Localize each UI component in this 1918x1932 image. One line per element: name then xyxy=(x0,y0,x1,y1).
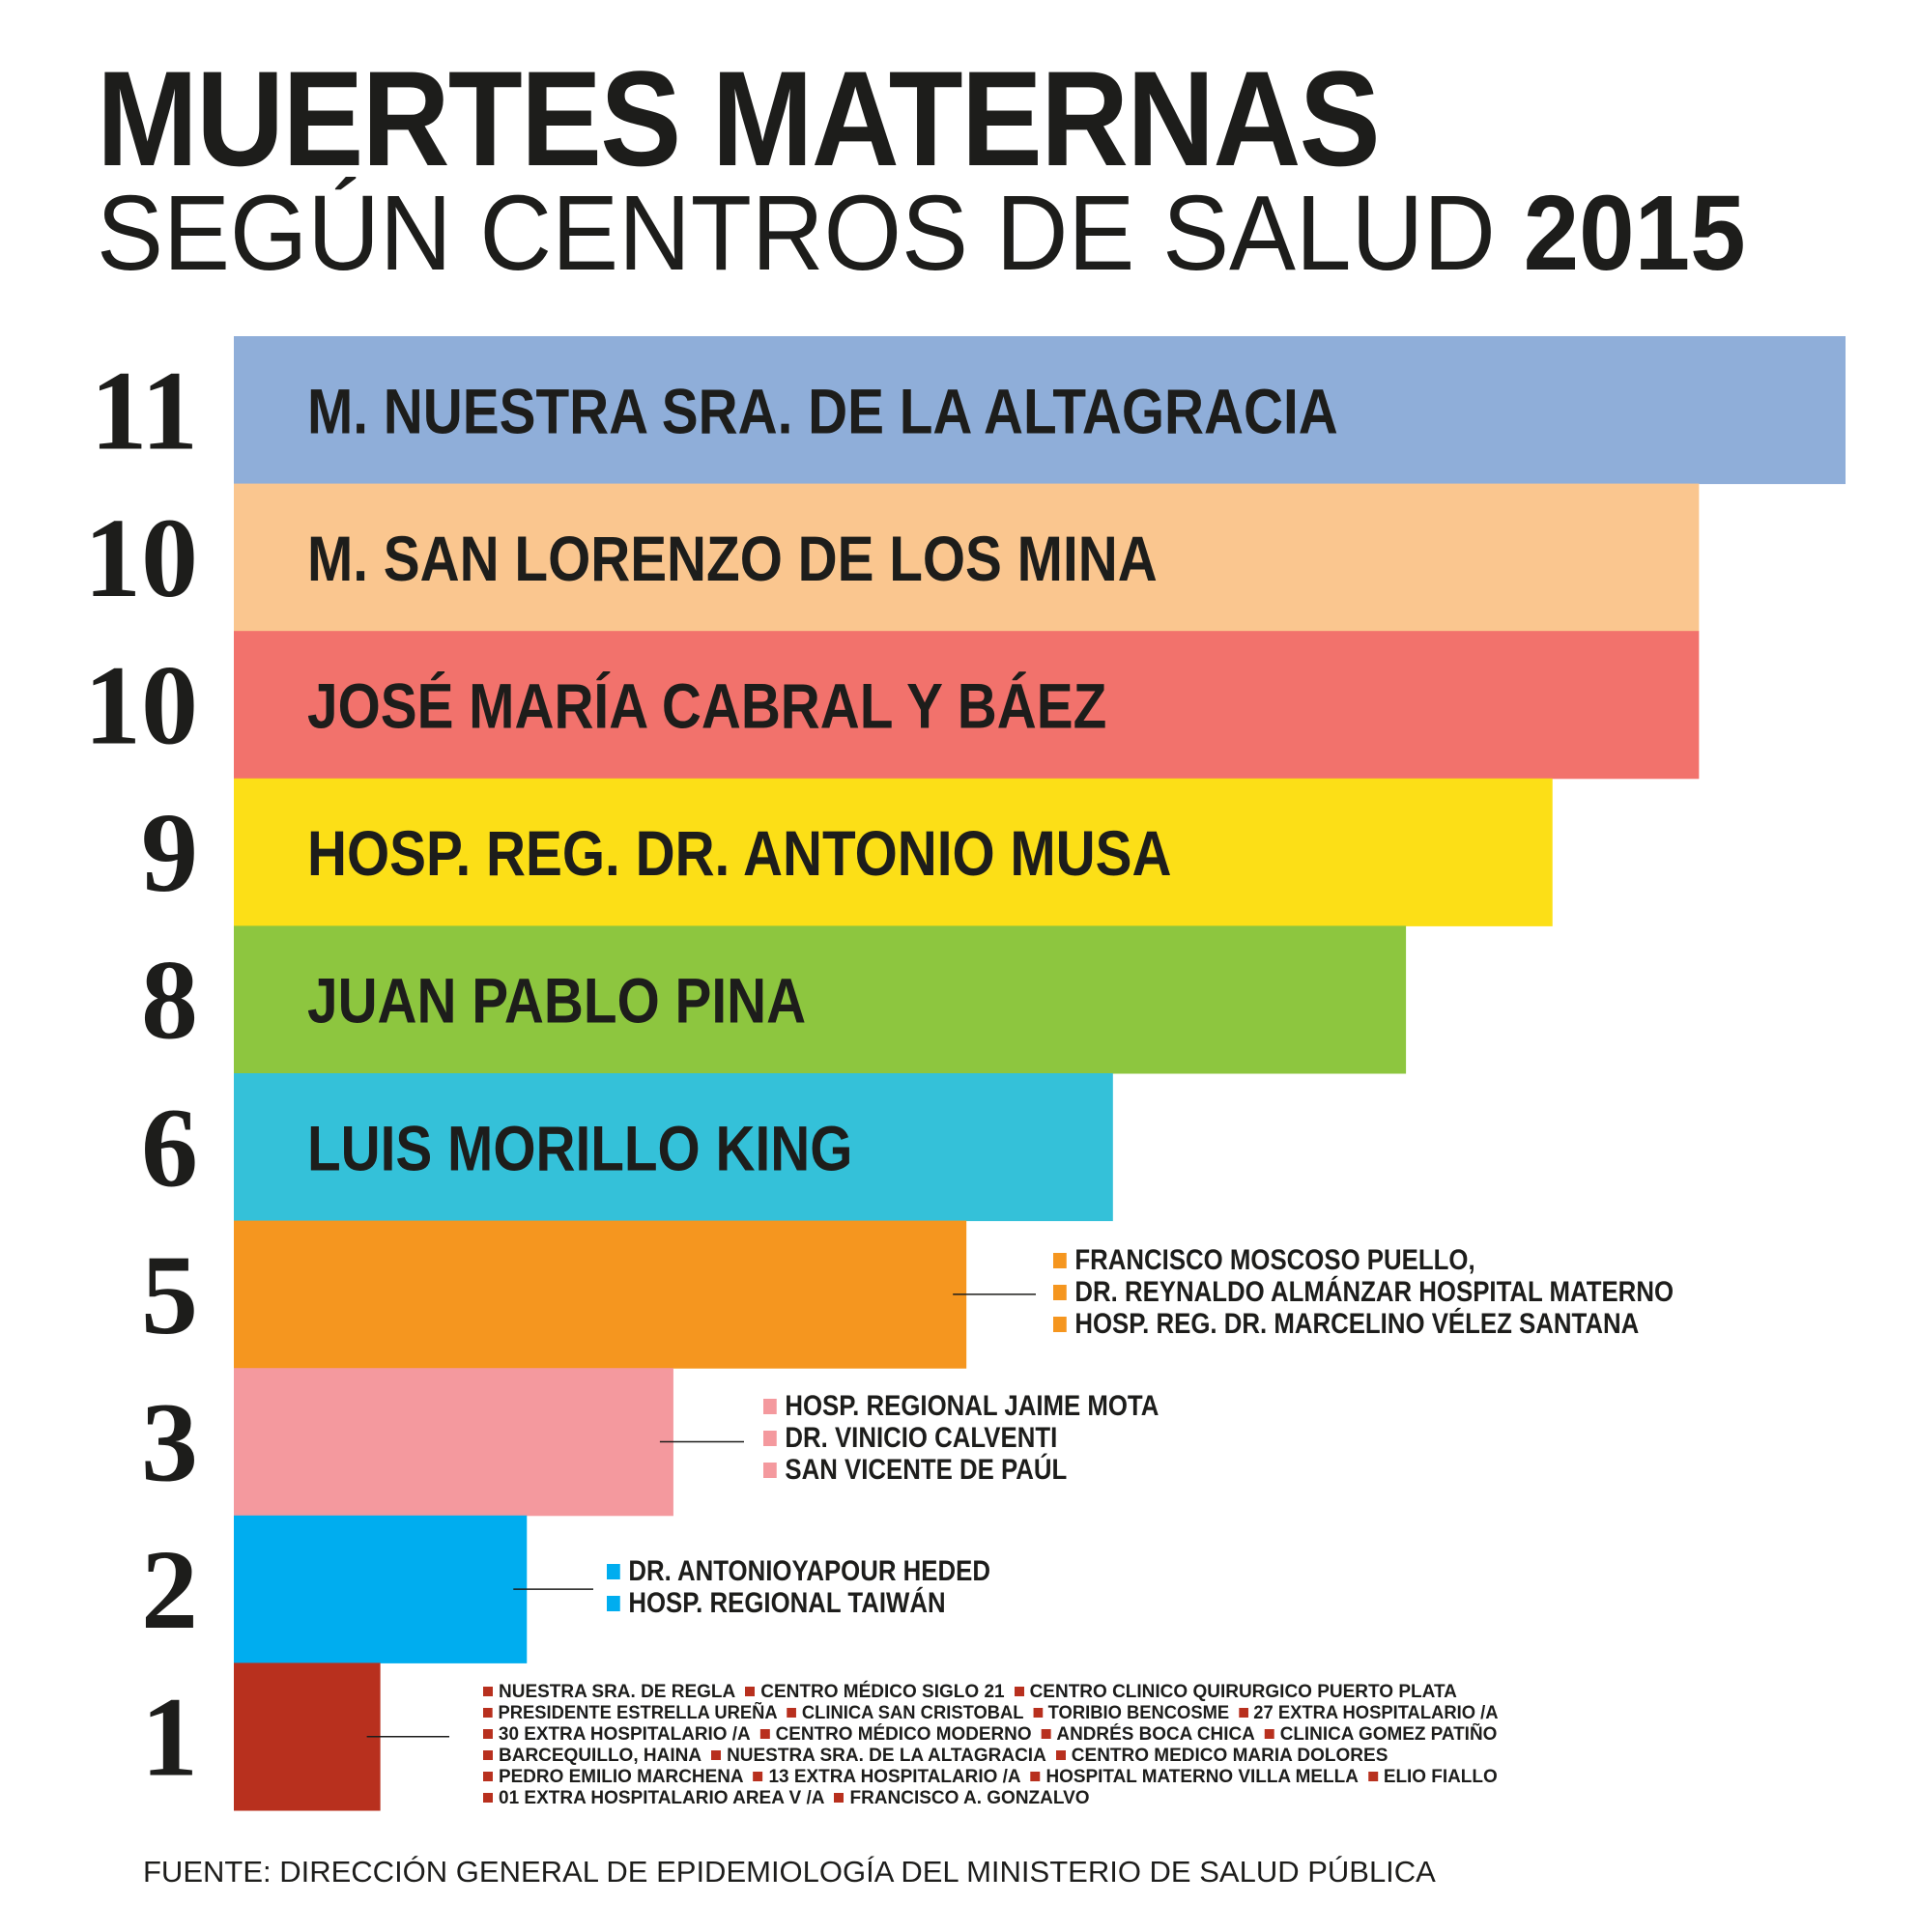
annotation-item xyxy=(1056,1746,1388,1767)
annotation-item xyxy=(607,1555,990,1587)
bullet-square-icon xyxy=(1033,1708,1043,1718)
annotation-line xyxy=(483,1703,1499,1724)
annotation-text: HOSP. REG. DR. MARCELINO VÉLEZ SANTANA xyxy=(1074,1308,1640,1340)
annotation-item xyxy=(483,1788,824,1809)
subtitle-text: SEGÚN CENTROS DE SALUD xyxy=(97,174,1496,293)
category-label: HOSP. REG. DR. ANTONIO MUSA xyxy=(307,818,1172,891)
category-label: M. SAN LORENZO DE LOS MINA xyxy=(307,523,1158,595)
bar xyxy=(234,1662,381,1810)
annotation-item xyxy=(607,1587,990,1619)
bullet-square-icon xyxy=(483,1772,493,1781)
annotation-list-3 xyxy=(763,1390,1223,1486)
annotation-text: DR. ANTONIOYAPOUR HEDED xyxy=(628,1555,990,1587)
annotation-item xyxy=(1053,1244,1674,1276)
annotation-item xyxy=(760,1724,1032,1746)
value-label: 11 xyxy=(90,347,198,474)
bar xyxy=(234,1221,966,1369)
annotation-item xyxy=(1041,1724,1254,1746)
annotation-text: HOSPITAL MATERNO VILLA MELLA xyxy=(1045,1767,1359,1787)
annotation-text: CENTRO MÉDICO MODERNO xyxy=(775,1724,1032,1745)
annotation-text: CENTRO CLINICO QUIRURGICO PUERTO PLATA xyxy=(1029,1682,1457,1702)
bullet-square-icon xyxy=(483,1708,493,1718)
bullet-square-icon xyxy=(1031,1772,1041,1781)
annotation-item xyxy=(1031,1767,1359,1788)
category-label: JUAN PABLO PINA xyxy=(307,965,807,1037)
category-label: LUIS MORILLO KING xyxy=(307,1113,853,1185)
value-label: 5 xyxy=(141,1231,198,1358)
category-label: M. NUESTRA SRA. DE LA ALTAGRACIA xyxy=(307,376,1338,448)
annotation-text: SAN VICENTE DE PAÚL xyxy=(785,1454,1068,1486)
bullet-square-icon xyxy=(760,1729,770,1739)
annotation-text: CLINICA GOMEZ PATIÑO xyxy=(1279,1724,1498,1745)
bullet-square-icon xyxy=(834,1793,844,1803)
source-note: FUENTE: DIRECCIÓN GENERAL DE EPIDEMIOLOGÍA DEL MINISTERIO DE SALUD PÚBLICA xyxy=(143,1855,1436,1889)
value-label: 2 xyxy=(141,1526,198,1654)
annotation-item xyxy=(483,1682,735,1703)
annotation-item xyxy=(1053,1308,1674,1340)
bullet-square-icon xyxy=(483,1793,493,1803)
bullet-square-icon xyxy=(787,1708,796,1718)
annotation-line xyxy=(483,1746,1507,1767)
annotation-text: FRANCISCO A. GONZALVO xyxy=(849,1788,1090,1808)
annotation-item xyxy=(763,1422,1159,1454)
value-label: 9 xyxy=(141,789,198,917)
bullet-square-icon xyxy=(745,1687,755,1696)
annotation-item xyxy=(754,1767,1021,1788)
bullet-square-icon xyxy=(1041,1729,1050,1739)
subtitle-year: 2015 xyxy=(1523,174,1746,293)
annotation-item xyxy=(483,1724,751,1746)
bullet-square-icon xyxy=(1239,1708,1248,1718)
bar xyxy=(234,1516,527,1663)
annotation-item xyxy=(745,1682,1004,1703)
value-label: 6 xyxy=(141,1084,198,1211)
annotation-line xyxy=(483,1724,1503,1746)
bullet-square-icon xyxy=(763,1463,777,1478)
value-label: 10 xyxy=(84,494,198,621)
chart-title: MUERTES MATERNAS xyxy=(97,43,1379,194)
annotation-item xyxy=(1368,1767,1498,1788)
value-label: 8 xyxy=(141,936,198,1064)
annotation-item xyxy=(763,1390,1159,1422)
bullet-square-icon xyxy=(1053,1285,1067,1300)
annotation-text: HOSP. REGIONAL TAIWÁN xyxy=(628,1587,946,1619)
annotation-text: BARCEQUILLO, HAINA xyxy=(499,1746,702,1766)
bullet-square-icon xyxy=(754,1772,763,1781)
annotation-text: 13 EXTRA HOSPITALARIO /A xyxy=(768,1767,1021,1787)
bullet-square-icon xyxy=(1056,1750,1066,1760)
annotation-text: DR. VINICIO CALVENTI xyxy=(785,1422,1058,1454)
bullet-square-icon xyxy=(483,1750,493,1760)
annotation-text: PEDRO EMILIO MARCHENA xyxy=(498,1767,744,1787)
annotation-item xyxy=(1015,1682,1457,1703)
annotation-text: CENTRO MEDICO MARIA DOLORES xyxy=(1071,1746,1388,1766)
annotation-item xyxy=(1239,1703,1499,1724)
annotation-item xyxy=(483,1703,778,1724)
bullet-square-icon xyxy=(483,1729,493,1739)
annotation-item xyxy=(1265,1724,1498,1746)
annotation-item xyxy=(483,1767,744,1788)
bullet-square-icon xyxy=(1053,1253,1067,1268)
annotation-text: 01 EXTRA HOSPITALARIO AREA V /A xyxy=(499,1788,825,1808)
annotation-text: ELIO FIALLO xyxy=(1383,1767,1498,1787)
bullet-square-icon xyxy=(607,1564,620,1579)
value-label: 1 xyxy=(141,1673,198,1801)
annotation-item xyxy=(483,1746,701,1767)
annotation-item xyxy=(1033,1703,1229,1724)
annotation-item xyxy=(763,1454,1159,1486)
annotation-text: NUESTRA SRA. DE REGLA xyxy=(499,1682,736,1702)
bullet-square-icon xyxy=(483,1687,493,1696)
annotation-text: FRANCISCO MOSCOSO PUELLO, xyxy=(1074,1244,1475,1276)
value-label: 3 xyxy=(141,1378,198,1506)
bar xyxy=(234,1368,673,1516)
annotation-text: TORIBIO BENCOSME xyxy=(1047,1703,1230,1723)
bullet-square-icon xyxy=(763,1399,777,1414)
annotation-text: DR. REYNALDO ALMÁNZAR HOSPITAL MATERNO xyxy=(1074,1276,1675,1308)
annotation-text: CENTRO MÉDICO SIGLO 21 xyxy=(760,1682,1005,1702)
bullet-square-icon xyxy=(1053,1317,1067,1332)
annotation-text: PRESIDENTE ESTRELLA UREÑA xyxy=(498,1703,778,1723)
annotation-list-1 xyxy=(483,1682,1507,1809)
annotation-list-2 xyxy=(607,1555,1053,1619)
bullet-square-icon xyxy=(1015,1687,1024,1696)
annotation-item xyxy=(834,1788,1089,1809)
annotation-text: ANDRÉS BOCA CHICA xyxy=(1056,1724,1255,1745)
annotation-item xyxy=(1053,1276,1674,1308)
annotation-text: HOSP. REGIONAL JAIME MOTA xyxy=(785,1390,1159,1422)
annotation-item xyxy=(711,1746,1046,1767)
bullet-square-icon xyxy=(1265,1729,1274,1739)
value-label: 10 xyxy=(84,641,198,769)
annotation-text: 27 EXTRA HOSPITALARIO /A xyxy=(1253,1703,1499,1723)
annotation-text: CLINICA SAN CRISTOBAL xyxy=(801,1703,1024,1723)
bullet-square-icon xyxy=(607,1596,620,1611)
bullet-square-icon xyxy=(711,1750,721,1760)
category-label: JOSÉ MARÍA CABRAL Y BÁEZ xyxy=(307,670,1107,743)
annotation-line xyxy=(483,1788,1507,1809)
annotation-text: 30 EXTRA HOSPITALARIO /A xyxy=(498,1724,751,1745)
annotation-item xyxy=(787,1703,1023,1724)
bullet-square-icon xyxy=(763,1431,777,1446)
annotation-line xyxy=(483,1682,1507,1703)
bullet-square-icon xyxy=(1368,1772,1378,1781)
annotation-list-5 xyxy=(1053,1244,1775,1340)
annotation-line xyxy=(483,1767,1504,1788)
annotation-text: NUESTRA SRA. DE LA ALTAGRACIA xyxy=(727,1746,1046,1766)
